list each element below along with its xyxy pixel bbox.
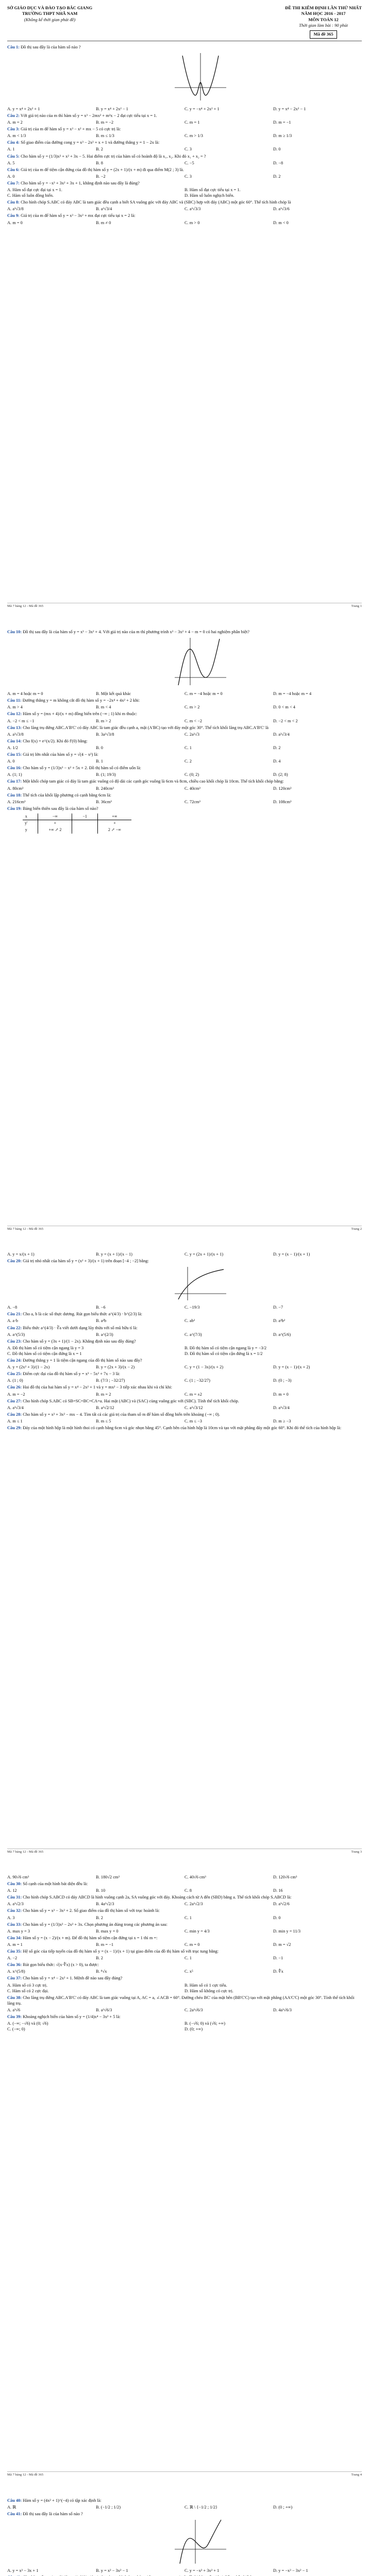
question-34: Câu 34: Hàm số y = (x − 2)/(x + m). Để đồ thị hàm số tiệm cận đứng tại x = 1 thì m =: xyxy=(7,1935,158,1940)
footer-2: Mã 7 bảng 12 - Mã đề 365 Trang 2 xyxy=(7,1226,362,1232)
question-16: Câu 16: Cho hàm số y = (1/3)x³ − x² + 5x + 2. Đồ thị hàm số có điểm uốn là: xyxy=(7,766,141,771)
question-11: Câu 11: Đường thẳng y = m không cắt đồ thị hàm số y = −2x⁴ + 4x² + 2 khi: xyxy=(7,698,140,703)
question-26: Câu 26: Hai đồ thị của hai hàm số y = x⁴ − 2x² + 1 và y = mx² − 3 tiếp xúc nhau khi và chỉ khi: xyxy=(7,1385,172,1390)
options-30: A. 12 B. 10 C. 8 D. 16 xyxy=(7,1888,283,1893)
options-32: A. 3 B. 2 C. 1 D. 0 xyxy=(7,1915,281,1920)
options-17: A. 80cm³ B. 240cm³ C. 40cm³ D. 120cm³ xyxy=(7,786,292,791)
duration: Thời gian làm bài : 90 phút xyxy=(299,23,348,28)
options-5: A. 5 B. 8 C. −5 D. −8 xyxy=(7,160,283,165)
question-35: Câu 35: Hệ số góc của tiếp tuyến của đồ thị hàm số y = (x − 1)/(x + 1) tại giao điểm của đồ thị hàm số với trục tung bằng: xyxy=(7,1949,219,1954)
options-21: A. a·b B. a²b C. ab² D. a²b² xyxy=(7,1318,286,1324)
question-39: Câu 39: Khoảng nghịch biến của hàm số y = (1/4)x⁴ − 3x² + 5 là: xyxy=(7,2014,121,2019)
options-39: A. (−∞; −√6) và (0; √6) B. (−√6; 0) và (√6; +∞) C. (−∞; 0) D. (0; +∞) xyxy=(7,2021,226,2032)
question-8: Câu 8: Cho hình chóp S.ABC có đáy ABC là tam giác đều cạnh a biết SA vuông góc với đáy ABC và (SBC) hợp với đáy (ABC) một góc 60°. Thể tích hình chóp là xyxy=(7,200,291,205)
question-31: Câu 31: Cho hình chóp S.ABCD có đáy ABCD là hình vuông cạnh 2a, SA vuông góc với đáy. Khoảng cách từ A đến (SBD) bằng a. Thể tích khối chóp S.ABCD là: xyxy=(7,1895,292,1900)
options-15: A. 0 B. 1 C. 2 D. 4 xyxy=(7,759,281,764)
question-13: Câu 13: Cho lăng trụ đứng ABC.A'B'C' có đáy ABC là tam giác đều cạnh a, mặt (A'BC) tạo với đáy một góc 30°. Thể tích khối lăng trụ ABC.A'B'C' là xyxy=(7,725,269,730)
exam-header xyxy=(7,5,362,39)
question-19: Câu 19: Bảng biến thiên sau đây là của hàm số nào? xyxy=(7,806,98,811)
question-1: Câu 1: Đồ thị sau đây là của hàm số nào ? xyxy=(7,44,81,49)
options-9: A. m = 0 B. m ≠ 0 C. m > 0 D. m < 0 xyxy=(7,220,289,225)
footer-3: Mã 7 bảng 12 - Mã đề 365 Trang 3 xyxy=(7,1849,362,1855)
options-29: A. 90√6 cm³ B. 180√2 cm³ C. 40√6 cm³ D. 120√6 cm³ xyxy=(7,1875,297,1879)
options-34: A. m = 1 B. m = −1 C. m = 0 D. m = √2 xyxy=(7,1942,291,1947)
exam-code: Mã đề 365 xyxy=(310,30,337,38)
question-17: Câu 17: Một khối chóp tam giác có đáy là tam giác vuông có độ dài các cạnh góc vuông là 6cm và 8cm, chiều cao khối chóp là 10cm. Thể tích khối chóp bằng: xyxy=(7,779,284,784)
graph-q41 xyxy=(172,2518,362,2566)
options-13: A. a³√3/8 B. 3a³√3/8 C. 2a³√3 D. a³√3/4 xyxy=(7,732,290,737)
options-19: A. y = x/(x + 1) B. y = (x + 1)/(x − 1) C. y = (2x + 1)/(x + 1) D. y = (x − 1)/(x + 1) xyxy=(7,1252,310,1257)
page-2 xyxy=(0,623,369,1235)
question-21: Câu 21: Cho a, b là các số thực dương. Rút gọn biểu thức a^(4/3) · b^(2/3) là: xyxy=(7,1312,142,1317)
options-37: A. Hàm số có 3 cực trị. B. Hàm số có 1 cực tiểu. C. Hàm số có 2 cực đại. D. Hàm số không có cực trị. xyxy=(7,1982,233,1993)
options-2: A. m = 2 B. m = −2 C. m = 1 D. m = −1 xyxy=(7,120,291,125)
question-15: Câu 15: Giá trị lớn nhất của hàm số y = √(4 − x²) là: xyxy=(7,752,98,757)
question-3: Câu 3: Giá trị của m để hàm số y = x³ − x² + mx − 5 có cực trị là: xyxy=(7,127,121,132)
question-9: Câu 9: Giá trị của m để hàm số y = x³ − 3x² + mx đạt cực tiểu tại x = 2 là: xyxy=(7,213,136,218)
options-35: A. −2 B. 2 C. 1 D. −1 xyxy=(7,1956,283,1961)
options-40: A. ℝ B. (−1/2 ; 1/2) C. ℝ \ {−1/2 ; 1/2} D. (0 ; +∞) xyxy=(7,2505,293,2510)
options-20: A. −8 B. −6 C. −19/3 D. −7 xyxy=(7,1305,283,1310)
options-31: A. a³√2/3 B. 4a³√2/3 C. 2a³√2/3 D. a³√2/6 xyxy=(7,1902,290,1907)
school-name: TRƯỜNG THPT NHÃ NAM xyxy=(22,11,78,16)
question-4: Câu 4: Số giao điểm của đường cong y = x³ − 2x² + x + 1 và đường thẳng y = 1 − 2x là: xyxy=(7,140,160,145)
question-27: Câu 27: Cho hình chóp S.ABC có SB=SC=BC=CA=a. Hai mặt (ABC) và (SAC) cùng vuông góc với (SBC). Tính thể tích khối chóp. xyxy=(7,1398,239,1403)
subject: MÔN TOÁN 12 xyxy=(308,16,339,22)
options-36: A. x^(5/8) B. ⁸√x C. x⁵ D. ∜x xyxy=(7,1969,283,1974)
footer-4: Mã 7 bảng 12 - Mã đề 365 Trang 4 xyxy=(7,2471,362,2478)
options-25: A. (1 ; 0) B. (7/3 ; −32/27) C. (1 ; −32/27) D. (0 ; −3) xyxy=(7,1378,292,1383)
page-1 xyxy=(0,0,369,612)
options-18: A. 216cm³ B. 36cm³ C. 72cm³ D. 108cm³ xyxy=(7,799,292,804)
question-32: Câu 32: Cho hàm số y = x³ − 3x² + 2. Số giao điểm của đồ thị hàm số với trục hoành là: xyxy=(7,1908,160,1913)
graph-q20 xyxy=(172,1265,362,1303)
page-5 xyxy=(0,2492,369,2576)
question-6: Câu 6: Giá trị của m để tiệm cận đứng của đồ thị hàm số y = (2x + 1)/(x + m) đi qua điểm M(2 ; 3) là. xyxy=(7,167,184,172)
variation-table-q19: x −∞ −1 +∞ y' + + y +∞ ↗ 2 2 ↗ −∞ xyxy=(23,814,131,834)
options-26: A. m = −2 B. m = 2 C. m = ±2 D. m = 0 xyxy=(7,1392,289,1397)
options-23: A. Đồ thị hàm số có tiệm cận ngang là y = 3 B. Đồ thị hàm số có tiệm cận ngang là y = −3/2 C. Đồ thị hàm số có tiệm cận đứng là x = 1 D. Đồ thị hàm số có tiệm cận đứng là x = 1/2 xyxy=(7,1345,267,1356)
question-24: Câu 24: Đường thẳng y = 1 là tiệm cận ngang của đồ thị hàm số nào sau đây? xyxy=(7,1358,142,1363)
options-11: A. m > 4 B. m < 4 C. m > 2 D. 0 < m < 4 xyxy=(7,705,295,710)
question-33: Câu 33: Cho hàm số y = (1/3)x³ − 2x² + 3x. Chọn phương án đúng trong các phương án sau: xyxy=(7,1922,167,1927)
options-22: A. a^(5/3) B. a^(2/3) C. a^(7/3) D. a^(5/6) xyxy=(7,1332,291,1337)
options-10: A. m = 4 hoặc m = 0 B. Một kết quả khác C. m = −4 hoặc m = 0 D. m = −4 hoặc m = 4 xyxy=(7,691,312,697)
question-41: Câu 41: Đồ thị sau đây là của hàm số nào ? xyxy=(7,2512,83,2517)
school-year: NĂM HỌC 2016 - 2017 xyxy=(301,11,346,16)
question-28: Câu 28: Cho hàm số y = x³ + 3x² − mx − 4. Tìm tất cả các giá trị của tham số m để hàm số đồng biến trên khoảng (−∞ ; 0). xyxy=(7,1412,220,1417)
options-4: A. 1 B. 2 C. 3 D. 0 xyxy=(7,147,281,152)
graph-q1 xyxy=(172,52,362,105)
options-24: A. y = (2x² + 3)/(1 − 2x) B. y = (2x + 3)/(x − 2) C. y = (1 − 3x)/(x + 2) D. y = (x − 1)/(x + 2) xyxy=(7,1365,310,1370)
options-41: A. y = x³ − 3x + 1 B. y = x³ − 3x² − 1 C. y = −x³ + 3x² + 1 D. y = −x³ − 3x² − 1 xyxy=(7,2568,308,2573)
question-36: Câu 36: Rút gọn biểu thức: √(x·∜x) (x > 0), ta được: xyxy=(7,1962,99,1968)
question-23: Câu 23: Cho hàm số y = (3x + 1)/(1 − 2x). Khẳng định nào sau đây đúng? xyxy=(7,1338,136,1344)
question-37: Câu 37: Cho hàm số y = x⁴ − 2x² + 1. Mệnh đề nào sau đây đúng? xyxy=(7,1976,123,1981)
footer-1: Mã 7 bảng 12 - Mã đề 365 Trang 1 xyxy=(7,603,362,609)
question-25: Câu 25: Điểm cực đại của đồ thị hàm số y = x³ − 5x² + 7x − 3 là: xyxy=(7,1371,120,1377)
page-4 xyxy=(0,1869,369,2481)
question-14: Câu 14: Cho f(x) = e^(x/2). Khi đó f'(0) bằng: xyxy=(7,738,88,743)
exam-title: ĐỀ THI KIỂM ĐỊNH LẦN THỨ NHẤT xyxy=(285,5,362,10)
options-8: A. a³√3/8 B. a³√3/4 C. a³√3/3 D. a³√3/6 xyxy=(7,207,290,212)
options-33: A. max y = 3 B. max y = 0 C. min y = 4/3 D. min y = 11/3 xyxy=(7,1928,301,1934)
school-department: SỞ GIÁO DỤC VÀ ĐÀO TẠO BẮC GIANG xyxy=(7,5,93,10)
options-27: A. a³√3/4 B. a³√2/12 C. a³√3/12 D. a³√3/4 xyxy=(7,1405,290,1410)
graph-q10 xyxy=(172,636,362,689)
question-2: Câu 2: Với giá trị nào của m thì hàm số y = x³ − 2mx² + m²x − 2 đạt cực tiểu tại x = 1. xyxy=(7,113,157,118)
options-14: A. 1/2 B. 0 C. 1 D. 2 xyxy=(7,745,281,750)
question-12: Câu 12: Hàm số y = (mx + 4)/(x + m) đồng biến trên (−∞ ; 1) khi m thuộc: xyxy=(7,711,138,717)
question-18: Câu 18: Thể tích của khối lập phương có cạnh bằng 6cm là: xyxy=(7,792,111,798)
question-20: Câu 20: Giá trị nhỏ nhất của hàm số y = (x² + 3)/(x + 1) trên đoạn [−4 ; −2] bằng: xyxy=(7,1259,149,1264)
question-38: Câu 38: Cho lăng trụ đứng ABC.A'B'C' có đáy ABC là tam giác vuông tại A, AC = a, ∠ACB = 60°. Đường chéo BC' của mặt bên (BB'C'C) tạo với mặt phẳng (AA'C'C) một góc 30°. Tính thể tích khối lăng trụ. xyxy=(7,1995,355,2006)
question-29: Câu 29: Đáy của một hình hộp là một hình thoi có cạnh bằng 6cm và góc nhọn bằng 45°. Cạnh bên của hình hộp là 10cm và tạo với mặt phẳng đáy một góc 60°. Khi đó thể tích của hình hộp là: xyxy=(7,1425,342,1430)
options-12: A. −2 < m ≤ −1 B. m > 2 C. m < −2 D. −2 < m < 2 xyxy=(7,718,298,723)
question-40: Câu 40: Hàm số y = (4x² + 1)^(−4) có tập xác định là: xyxy=(7,2498,102,2503)
page-3 xyxy=(0,1246,369,1858)
question-22: Câu 22: Biểu thức a^(4/3) · ∛a viết dưới dạng lũy thừa với số mũ hữu tỉ là: xyxy=(7,1325,138,1330)
question-10: Câu 10: Đồ thị sau đây là của hàm số y = x³ − 3x² + 4. Với giá trị nào của m thì phương trình x³ − 3x² + 4 − m = 0 có hai nghiệm phân biệt? xyxy=(7,630,249,634)
options-1: A. y = x⁴ + 2x² + 1 B. y = x⁴ + 2x² − 1 C. y = −x⁴ + 2x² + 1 D. y = x⁴ − 2x² − 1 xyxy=(7,106,306,111)
time-note: (Không kể thời gian phát đề) xyxy=(24,16,76,22)
question-7: Câu 7: Cho hàm số y = −x³ + 3x² + 3x + 1, khẳng định nào sau đây là đúng? xyxy=(7,180,140,185)
options-16: A. (1; 1) B. (1; 19/3) C. (0; 2) D. (2; 8) xyxy=(7,772,288,777)
options-7: A. Hàm số đạt cực đại tại x = 1. B. Hàm số đạt cực tiểu tại x = 1. C. Hàm số luôn đồng biến. D. Hàm số luôn nghịch biến. xyxy=(7,188,241,198)
question-5: Câu 5: Cho hàm số y = (1/3)x³ + x² + 3x − 5. Hai điểm cực trị của hàm số có hoành độ là x₁, x₂. Khi đó x₁ + x₂ = ? xyxy=(7,154,206,159)
options-3: A. m < 1/3 B. m ≤ 1/3 C. m > 1/3 D. m ≥ 1/3 xyxy=(7,133,292,139)
options-6: A. 0 B. −2 C. 3 D. 2 xyxy=(7,174,281,179)
options-38: A. a³√6 B. a³√6/3 C. 2a³√6/3 D. 4a³√6/3 xyxy=(7,2007,292,2012)
question-30: Câu 30: Số cạnh của một hình bát diện đều là: xyxy=(7,1882,88,1887)
options-28: A. m ≤ 1 B. m ≤ 5 C. m ≤ −3 D. m ≥ −3 xyxy=(7,1418,291,1423)
